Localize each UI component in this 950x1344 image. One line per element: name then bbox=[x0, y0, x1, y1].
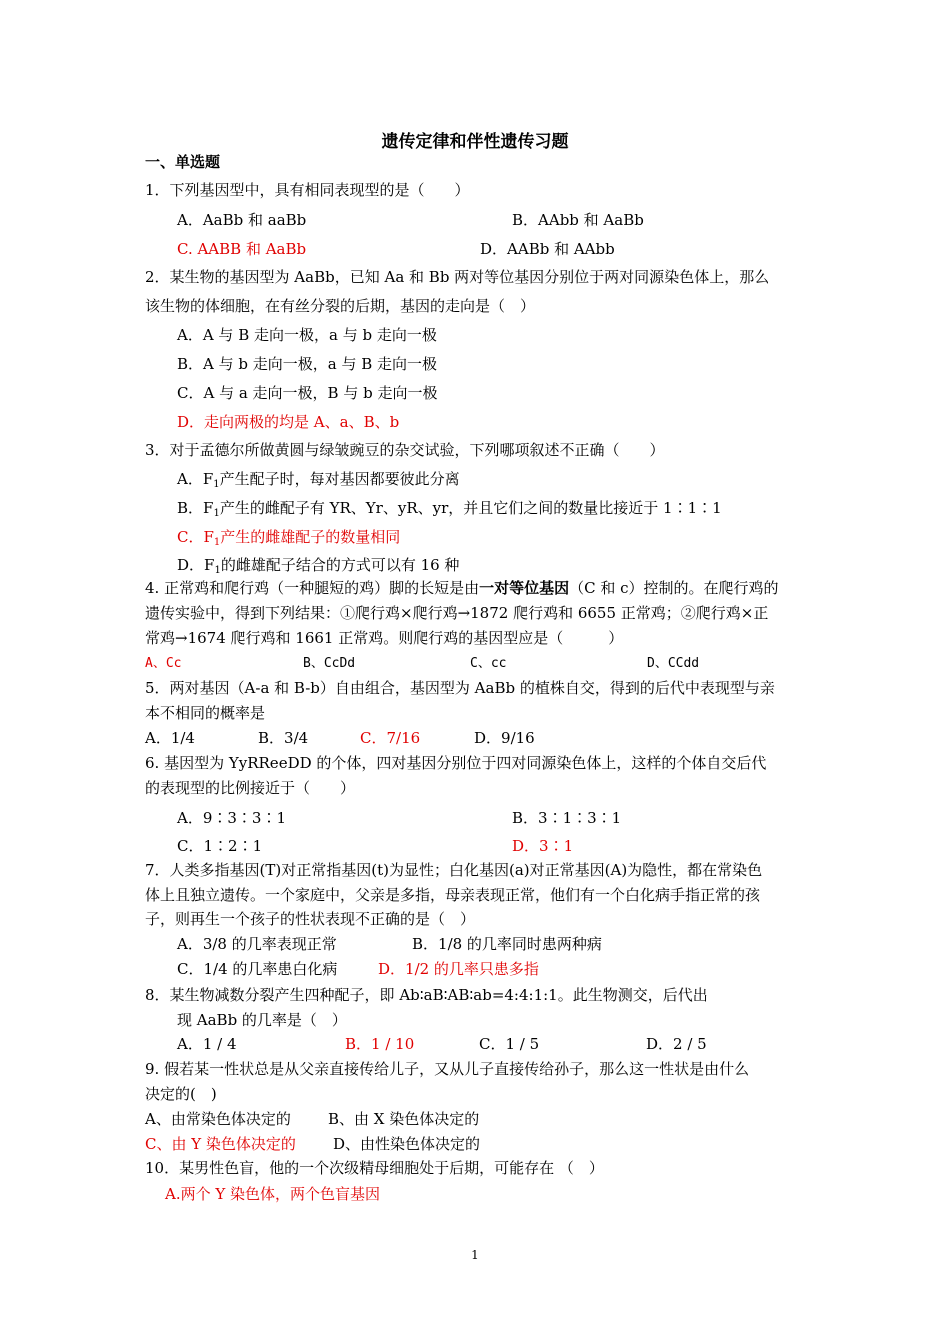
q1-option-d: D．AABb 和 AAbb bbox=[480, 240, 615, 258]
q2-option-b: B．A 与 b 走向一极，a 与 B 走向一极 bbox=[177, 355, 438, 373]
q10-stem: 10．某男性色盲，他的一个次级精母细胞处于后期，可能存在 （ ） bbox=[145, 1159, 604, 1177]
q8-option-b-answer: B．1 / 10 bbox=[345, 1035, 415, 1053]
q4-stem-line2: 遗传实验中，得到下列结果：①爬行鸡×爬行鸡→1872 爬行鸡和 6655 正常鸡；②爬行鸡×正 bbox=[145, 604, 769, 622]
q4-option-c: C、cc bbox=[470, 656, 507, 671]
q9-option-b: B、由 X 染色体决定的 bbox=[328, 1110, 480, 1128]
q1-option-a: A．AaBb 和 aaBb bbox=[177, 211, 307, 229]
q3-option-d: D．$F_1$的雌雄配子结合的方式可以有 16 种 bbox=[177, 556, 460, 576]
q2-option-c: C．A 与 a 走向一极，B 与 b 走向一极 bbox=[177, 384, 438, 402]
q6-option-a: A．9∶3∶3∶1 bbox=[177, 809, 287, 827]
q9-option-c-answer: C、由 Y 染色体决定的 bbox=[145, 1135, 296, 1153]
q5-option-b: B．3/4 bbox=[258, 729, 309, 747]
q5-option-c-answer: C．7/16 bbox=[360, 729, 421, 747]
q8-option-c: C．1 / 5 bbox=[479, 1035, 540, 1053]
q5-stem-line2: 本不相同的概率是 bbox=[145, 704, 266, 722]
q4-stem-line1: 4. 正常鸡和爬行鸡（一种腿短的鸡）脚的长短是由一对等位基因（C 和 c）控制的。在爬行鸡的 bbox=[145, 579, 779, 597]
q8-option-d: D．2 / 5 bbox=[646, 1035, 707, 1053]
q8-stem-line1: 8．某生物减数分裂产生四种配子，即 Ab∶aB∶AB∶ab=4:4:1:1。此生物测交，后代出 bbox=[145, 986, 708, 1004]
q6-stem-line1: 6. 基因型为 YyRReeDD 的个体，四对基因分别位于四对同源染色体上，这样的个体自交后代 bbox=[145, 754, 767, 772]
q9-option-a: A、由常染色体决定的 bbox=[145, 1110, 291, 1128]
q9-option-d: D、由性染色体决定的 bbox=[333, 1135, 481, 1153]
q4-option-a-answer: A、Cc bbox=[145, 656, 182, 671]
q5-option-a: A．1/4 bbox=[145, 729, 195, 747]
q8-stem-line2: 现 AaBb 的几率是（ ） bbox=[177, 1011, 347, 1029]
q7-option-b: B．1/8 的几率同时患两种病 bbox=[412, 935, 602, 953]
q5-stem-line1: 5．两对基因（A-a 和 B-b）自由组合，基因型为 AaBb 的植株自交，得到的后代中表现型与亲 bbox=[145, 679, 775, 697]
q7-option-a: A．3/8 的几率表现正常 bbox=[177, 935, 337, 953]
q7-stem-line2: 体上且独立遗传。一个家庭中，父亲是多指，母亲表现正常，他们有一个白化病手指正常的孩 bbox=[145, 886, 761, 904]
q2-option-a: A．A 与 B 走向一极，a 与 b 走向一极 bbox=[177, 326, 437, 344]
q1-option-c-answer: C. AABB 和 AaBb bbox=[177, 240, 307, 258]
q1-option-b: B．AAbb 和 AaBb bbox=[512, 211, 644, 229]
q7-stem-line1: 7．人类多指基因(T)对正常指基因(t)为显性；白化基因(a)对正常基因(A)为隐性，都在常染色 bbox=[145, 861, 763, 879]
q7-stem-line3: 子，则再生一个孩子的性状表现不正确的是（ ） bbox=[145, 910, 476, 928]
q2-stem-line1: 2．某生物的基因型为 AaBb，已知 Aa 和 Bb 两对等位基因分别位于两对同源染色体上，那么 bbox=[145, 268, 770, 286]
q6-option-c: C．1∶2∶1 bbox=[177, 837, 263, 855]
q3-option-c-answer: C．$F_1$产生的雌雄配子的数量相同 bbox=[177, 528, 401, 548]
q8-option-a: A．1 / 4 bbox=[177, 1035, 237, 1053]
q1-stem: 1．下列基因型中，具有相同表现型的是（ ） bbox=[145, 181, 470, 199]
q3-stem: 3．对于孟德尔所做黄圆与绿皱豌豆的杂交试验，下列哪项叙述不正确（ ） bbox=[145, 441, 665, 459]
q7-option-c: C．1/4 的几率患白化病 bbox=[177, 960, 338, 978]
q2-option-d-answer: D．走向两极的均是 A、a、B、b bbox=[177, 413, 400, 431]
q4-stem-line3: 常鸡→1674 爬行鸡和 1661 正常鸡。则爬行鸡的基因型应是（ ） bbox=[145, 629, 624, 647]
q3-option-a: A．$F_1$产生配子时，每对基因都要彼此分离 bbox=[177, 470, 460, 490]
q6-option-b: B．3∶1∶3∶1 bbox=[512, 809, 622, 827]
q4-option-d: D、CCdd bbox=[647, 656, 700, 671]
q2-stem-line2: 该生物的体细胞，在有丝分裂的后期，基因的走向是（ ） bbox=[145, 297, 536, 315]
q6-stem-line2: 的表现型的比例接近于（ ） bbox=[145, 779, 356, 797]
q5-option-d: D．9/16 bbox=[474, 729, 535, 747]
q4-option-b: B、CcDd bbox=[303, 656, 356, 671]
document-title: 遗传定律和伴性遗传习题 bbox=[381, 132, 569, 152]
q9-stem-line2: 决定的( ) bbox=[145, 1085, 217, 1103]
q3-option-b: B．$F_1$产生的雌配子有 YR、Yr、yR、yr，并且它们之间的数量比接近于 1∶1∶1 bbox=[177, 499, 722, 519]
q7-option-d-answer: D．1/2 的几率只患多指 bbox=[378, 960, 539, 978]
page-number: 1 bbox=[471, 1248, 479, 1262]
q10-option-a-answer: A.两个 Y 染色体，两个色盲基因 bbox=[165, 1185, 381, 1203]
q6-option-d-answer: D．3∶1 bbox=[512, 837, 574, 855]
q9-stem-line1: 9. 假若某一性状总是从父亲直接传给儿子，又从儿子直接传给孙子，那么这一性状是由什么 bbox=[145, 1060, 750, 1078]
section-heading: 一、单选题 bbox=[145, 153, 221, 171]
